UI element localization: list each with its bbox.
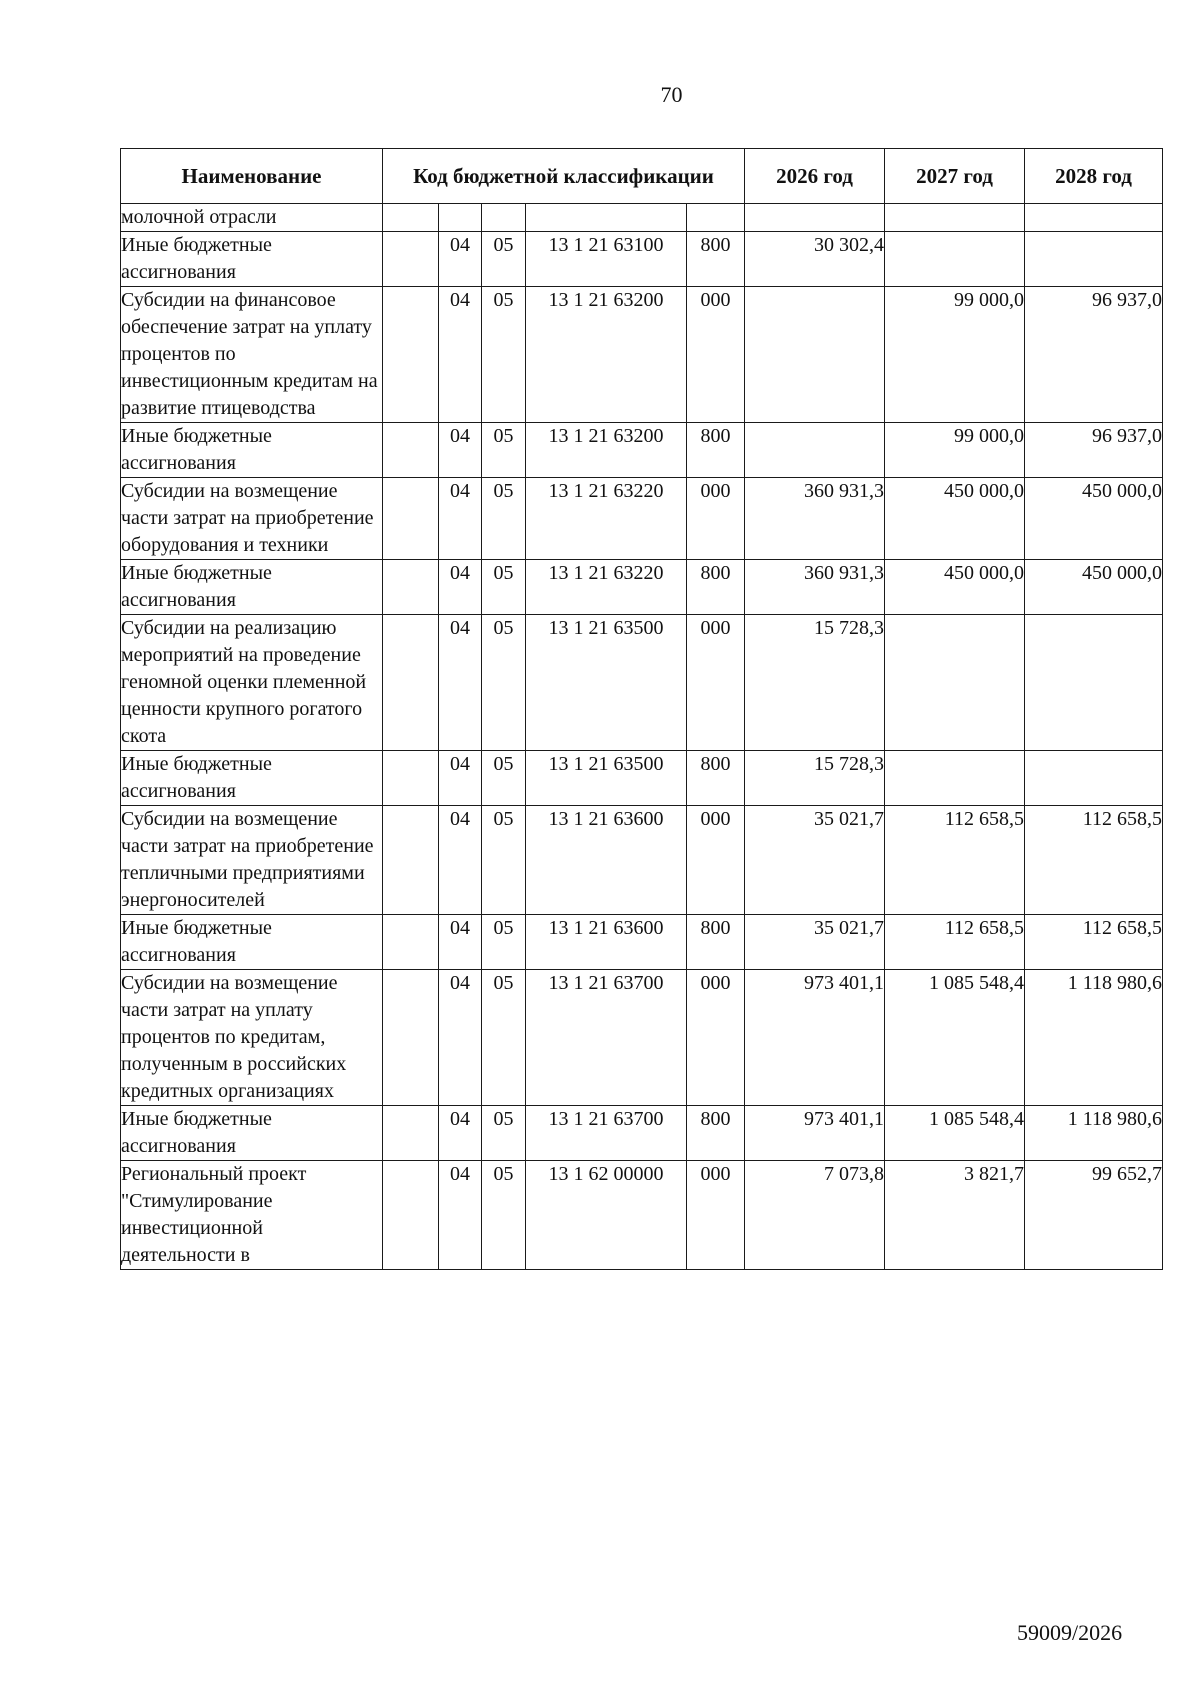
code-subsection: 05 <box>482 1161 526 1270</box>
row-name: Иные бюджетные ассигнования <box>121 1106 383 1161</box>
amount-2028: 1 118 980,6 <box>1025 1106 1163 1161</box>
code-expense-type: 000 <box>687 806 745 915</box>
code-section <box>439 204 482 232</box>
header-code: Код бюджетной классификации <box>383 149 745 204</box>
code-section: 04 <box>439 287 482 423</box>
code-target-article: 13 1 21 63220 <box>526 478 687 560</box>
table-row <box>121 915 1163 970</box>
code-section: 04 <box>439 560 482 615</box>
code-subsection: 05 <box>482 970 526 1106</box>
code-expense-type: 800 <box>687 915 745 970</box>
amount-2026: 35 021,7 <box>745 806 885 915</box>
amount-2026: 360 931,3 <box>745 560 885 615</box>
table-row <box>121 615 1163 751</box>
row-name: Субсидии на финансовое обеспечение затрат на уплату процентов по инвестиционным кредитам на развитие птицеводства <box>121 287 383 423</box>
amount-2027: 450 000,0 <box>885 478 1025 560</box>
header-2028: 2028 год <box>1025 149 1163 204</box>
row-name: Субсидии на возмещение части затрат на приобретение оборудования и техники <box>121 478 383 560</box>
page-number: 70 <box>660 82 683 107</box>
code-subsection: 05 <box>482 915 526 970</box>
code-target-article <box>526 204 687 232</box>
code-blank <box>383 751 439 806</box>
code-section: 04 <box>439 806 482 915</box>
code-blank <box>383 204 439 232</box>
code-target-article: 13 1 21 63700 <box>526 970 687 1106</box>
code-expense-type: 800 <box>687 423 745 478</box>
code-subsection: 05 <box>482 423 526 478</box>
amount-2028 <box>1025 751 1163 806</box>
code-expense-type: 000 <box>687 478 745 560</box>
amount-2026: 360 931,3 <box>745 478 885 560</box>
table-row <box>121 423 1163 478</box>
amount-2027 <box>885 615 1025 751</box>
table-row <box>121 1106 1163 1161</box>
code-expense-type: 000 <box>687 287 745 423</box>
code-target-article: 13 1 21 63600 <box>526 806 687 915</box>
amount-2027: 1 085 548,4 <box>885 970 1025 1106</box>
amount-2027 <box>885 232 1025 287</box>
amount-2028: 450 000,0 <box>1025 478 1163 560</box>
code-target-article: 13 1 21 63500 <box>526 751 687 806</box>
amount-2027: 1 085 548,4 <box>885 1106 1025 1161</box>
row-name: Иные бюджетные ассигнования <box>121 915 383 970</box>
code-expense-type: 000 <box>687 1161 745 1270</box>
code-blank <box>383 1106 439 1161</box>
amount-2027 <box>885 204 1025 232</box>
code-subsection <box>482 204 526 232</box>
code-target-article: 13 1 62 00000 <box>526 1161 687 1270</box>
amount-2027: 112 658,5 <box>885 806 1025 915</box>
code-subsection: 05 <box>482 751 526 806</box>
code-expense-type: 000 <box>687 615 745 751</box>
header-2027: 2027 год <box>885 149 1025 204</box>
code-blank <box>383 287 439 423</box>
amount-2028 <box>1025 232 1163 287</box>
amount-2028: 112 658,5 <box>1025 806 1163 915</box>
row-name: Региональный проект "Стимулирование инвестиционной деятельности в <box>121 1161 383 1270</box>
code-blank <box>383 232 439 287</box>
table-row <box>121 232 1163 287</box>
amount-2026: 7 073,8 <box>745 1161 885 1270</box>
code-expense-type: 800 <box>687 751 745 806</box>
code-subsection: 05 <box>482 615 526 751</box>
amount-2027: 450 000,0 <box>885 560 1025 615</box>
code-target-article: 13 1 21 63600 <box>526 915 687 970</box>
row-name: Субсидии на реализацию мероприятий на проведение геномной оценки племенной ценности крупного рогатого скота <box>121 615 383 751</box>
budget-table <box>120 148 1163 1270</box>
amount-2027: 3 821,7 <box>885 1161 1025 1270</box>
table-row <box>121 970 1163 1106</box>
code-section: 04 <box>439 751 482 806</box>
row-name: Иные бюджетные ассигнования <box>121 560 383 615</box>
code-target-article: 13 1 21 63100 <box>526 232 687 287</box>
amount-2026: 973 401,1 <box>745 1106 885 1161</box>
code-blank <box>383 560 439 615</box>
code-subsection: 05 <box>482 287 526 423</box>
code-expense-type <box>687 204 745 232</box>
amount-2027 <box>885 751 1025 806</box>
table-row <box>121 287 1163 423</box>
code-blank <box>383 915 439 970</box>
amount-2028: 96 937,0 <box>1025 423 1163 478</box>
amount-2028: 112 658,5 <box>1025 915 1163 970</box>
code-expense-type: 800 <box>687 1106 745 1161</box>
table-row <box>121 478 1163 560</box>
amount-2027: 99 000,0 <box>885 287 1025 423</box>
table-row <box>121 204 1163 232</box>
code-section: 04 <box>439 423 482 478</box>
code-subsection: 05 <box>482 232 526 287</box>
header-name: Наименование <box>121 149 383 204</box>
table-body <box>121 204 1163 1270</box>
document-number: 59009/2026 <box>1017 1620 1123 1645</box>
code-blank <box>383 478 439 560</box>
code-subsection: 05 <box>482 478 526 560</box>
amount-2027: 99 000,0 <box>885 423 1025 478</box>
amount-2028: 1 118 980,6 <box>1025 970 1163 1106</box>
amount-2028: 96 937,0 <box>1025 287 1163 423</box>
code-blank <box>383 806 439 915</box>
code-section: 04 <box>439 615 482 751</box>
table-row <box>121 560 1163 615</box>
code-subsection: 05 <box>482 560 526 615</box>
table-row <box>121 751 1163 806</box>
code-target-article: 13 1 21 63220 <box>526 560 687 615</box>
code-section: 04 <box>439 232 482 287</box>
amount-2026: 35 021,7 <box>745 915 885 970</box>
amount-2026: 30 302,4 <box>745 232 885 287</box>
table-row <box>121 806 1163 915</box>
table-row <box>121 1161 1163 1270</box>
row-name: Иные бюджетные ассигнования <box>121 232 383 287</box>
amount-2027: 112 658,5 <box>885 915 1025 970</box>
row-name: Иные бюджетные ассигнования <box>121 751 383 806</box>
amount-2028: 99 652,7 <box>1025 1161 1163 1270</box>
code-section: 04 <box>439 478 482 560</box>
code-section: 04 <box>439 1161 482 1270</box>
code-blank <box>383 1161 439 1270</box>
code-target-article: 13 1 21 63500 <box>526 615 687 751</box>
amount-2028: 450 000,0 <box>1025 560 1163 615</box>
row-name: Субсидии на возмещение части затрат на приобретение тепличными предприятиями энергоносителей <box>121 806 383 915</box>
code-section: 04 <box>439 1106 482 1161</box>
code-expense-type: 000 <box>687 970 745 1106</box>
code-expense-type: 800 <box>687 232 745 287</box>
amount-2028 <box>1025 204 1163 232</box>
amount-2026: 973 401,1 <box>745 970 885 1106</box>
amount-2028 <box>1025 615 1163 751</box>
code-target-article: 13 1 21 63200 <box>526 423 687 478</box>
code-subsection: 05 <box>482 1106 526 1161</box>
row-name: Субсидии на возмещение части затрат на уплату процентов по кредитам, полученным в российских кредитных организациях <box>121 970 383 1106</box>
code-expense-type: 800 <box>687 560 745 615</box>
code-section: 04 <box>439 970 482 1106</box>
row-name: молочной отрасли <box>121 204 383 232</box>
code-blank <box>383 615 439 751</box>
code-section: 04 <box>439 915 482 970</box>
amount-2026 <box>745 204 885 232</box>
amount-2026: 15 728,3 <box>745 751 885 806</box>
code-target-article: 13 1 21 63700 <box>526 1106 687 1161</box>
amount-2026 <box>745 423 885 478</box>
row-name: Иные бюджетные ассигнования <box>121 423 383 478</box>
header-2026: 2026 год <box>745 149 885 204</box>
code-subsection: 05 <box>482 806 526 915</box>
table-header-row <box>121 149 1163 204</box>
amount-2026: 15 728,3 <box>745 615 885 751</box>
code-target-article: 13 1 21 63200 <box>526 287 687 423</box>
code-blank <box>383 970 439 1106</box>
code-blank <box>383 423 439 478</box>
amount-2026 <box>745 287 885 423</box>
